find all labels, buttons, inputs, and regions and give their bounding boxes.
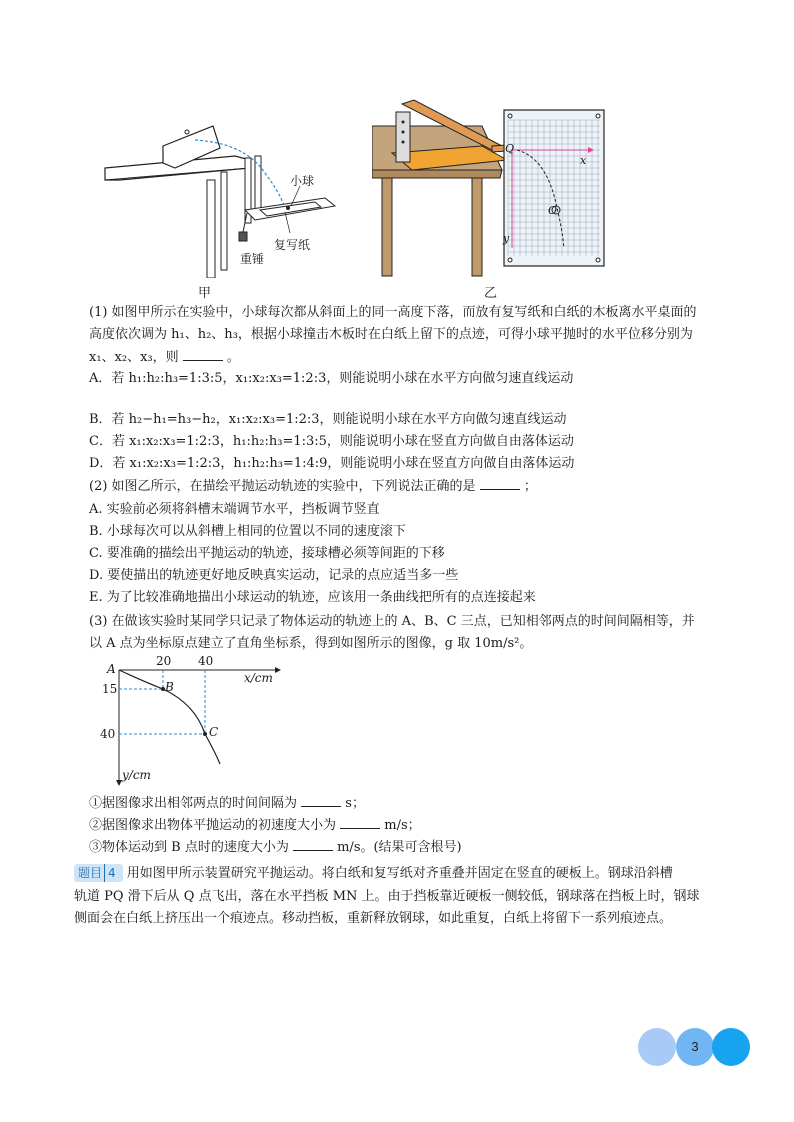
page-badge-circle-1 (638, 1028, 676, 1066)
q1-stem-line1: (1) 如图甲所示在实验中，小球每次都从斜面上的同一高度下落，而放有复写纸和白纸的木板离水平桌面的 (89, 305, 697, 320)
graph-point-a: A (107, 662, 116, 676)
q2-answer-blank[interactable] (480, 477, 520, 490)
q1-option-a: A．若 h₁:h₂:h₃=1:3:5，x₁:x₂:x₃=1:2:3，则能说明小球在水平方向做匀速直线运动 (89, 371, 574, 386)
q1-stem-line3 (89, 348, 240, 367)
figure-yi (372, 98, 612, 278)
graph-y-axis-label: y/cm (122, 768, 151, 782)
q3-stem-line2: 以 A 点为坐标原点建立了直角坐标系，得到如图所示的图像，g 取 10m/s²。 (89, 636, 533, 651)
q4-line1 (74, 864, 673, 883)
q-point-label: Q (505, 142, 515, 155)
page-badge-circle-3 (712, 1028, 750, 1066)
weight-label: 重锤 (240, 252, 265, 266)
y-axis-label-yi: y (503, 232, 510, 245)
q3-sub3-unit: m/s。(结果可含根号) (337, 840, 462, 855)
q3-sub1 (89, 794, 365, 813)
q1-option-b: B．若 h₂−h₁=h₃−h₂，x₁:x₂:x₃=1:2:3，则能说明小球在水平方向做匀速直线运动 (89, 412, 567, 427)
q4-text-line1: 用如图甲所示装置研究平抛运动。将白纸和复写纸对齐重叠并固定在竖直的硬板上。钢球沿斜槽 (126, 866, 673, 881)
carbon-paper-label: 复写纸 (274, 238, 311, 252)
figure-jia (95, 108, 355, 278)
q2-stem-text: (2) 如图乙所示，在描绘平抛运动轨迹的实验中，下列说法正确的是 (89, 479, 476, 494)
q3-sub2-text: ②据图像求出物体平抛运动的初速度大小为 (89, 818, 337, 833)
figure-yi-caption: 乙 (484, 286, 498, 301)
q3-sub3-text: ③物体运动到 B 点时的速度大小为 (89, 840, 289, 855)
q1-answer-blank[interactable] (183, 348, 223, 361)
q1-stem-text: x₁、x₂、x₃，则 (89, 350, 179, 365)
q1-option-d: D．若 x₁:x₂:x₃=1:2:3，h₁:h₂:h₃=1:4:9，则能说明小球在竖直方向做自由落体运动 (89, 456, 575, 471)
q3-sub1-unit: s； (345, 796, 365, 811)
q1-stem-end: 。 (226, 350, 240, 365)
q2-option-b: B. 小球每次可以从斜槽上相同的位置以不同的速度滚下 (89, 524, 406, 539)
q3-sub3 (89, 838, 462, 857)
q4-number: 4 (104, 864, 119, 882)
q3-sub1-blank[interactable] (301, 794, 341, 807)
graph-point-b: B (165, 680, 174, 694)
o-point-label: O (548, 204, 558, 217)
ball-label: 小球 (290, 174, 315, 188)
q3-sub2-blank[interactable] (340, 816, 380, 829)
x-axis-label-yi: x (580, 154, 587, 167)
graph-tick-x20: 20 (156, 654, 172, 668)
q2-stem (89, 477, 537, 496)
graph-tick-y15: 15 (102, 682, 118, 696)
q3-sub1-text: ①据图像求出相邻两点的时间间隔为 (89, 796, 298, 811)
q2-option-d: D. 要使描出的轨迹更好地反映真实运动，记录的点应适当多一些 (89, 568, 459, 583)
q3-sub3-blank[interactable] (293, 838, 333, 851)
graph-tick-x40: 40 (198, 654, 214, 668)
q1-option-c: C．若 x₁:x₂:x₃=1:2:3，h₁:h₂:h₃=1:3:5，则能说明小球在竖直方向做自由落体运动 (89, 434, 574, 449)
graph-tick-y40: 40 (100, 727, 116, 741)
q4-tag-text: 题目 (78, 866, 103, 880)
q3-stem-line1: (3) 在做该实验时某同学只记录了物体运动的轨迹上的 A、B、C 三点，已知相邻两点的时间间隔相等，并 (89, 614, 695, 629)
q2-option-a: A. 实验前必须将斜槽末端调节水平，挡板调节竖直 (89, 502, 380, 517)
page-number: 3 (691, 1039, 699, 1054)
q4-line2: 轨道 PQ 滑下后从 Q 点飞出，落在水平挡板 MN 上。由于挡板靠近硬板一侧较低，钢球落在挡板上时，钢球 (74, 889, 700, 904)
q3-sub2 (89, 816, 421, 835)
q2-option-c: C. 要准确的描绘出平抛运动的轨迹，接球槽必须等间距的下移 (89, 546, 445, 561)
q2-stem-end: ； (523, 479, 537, 494)
q1-stem-line2: 高度依次调为 h₁、h₂、h₃，根据小球撞击木板时在白纸上留下的点迹，可得小球平抛时的水平位移分别为 (89, 327, 693, 342)
q4-tag (74, 864, 123, 882)
q4-line3: 侧面会在白纸上挤压出一个痕迹点。移动挡板，重新释放钢球，如此重复，白纸上将留下一系列痕迹点。 (74, 911, 673, 926)
graph-x-axis-label: x/cm (244, 671, 273, 685)
q3-sub2-unit: m/s； (384, 818, 421, 833)
q2-option-e: E. 为了比较准确地描出小球运动的轨迹，应该用一条曲线把所有的点连接起来 (89, 590, 536, 605)
figure-jia-caption: 甲 (198, 286, 212, 301)
graph-point-c: C (209, 725, 219, 739)
